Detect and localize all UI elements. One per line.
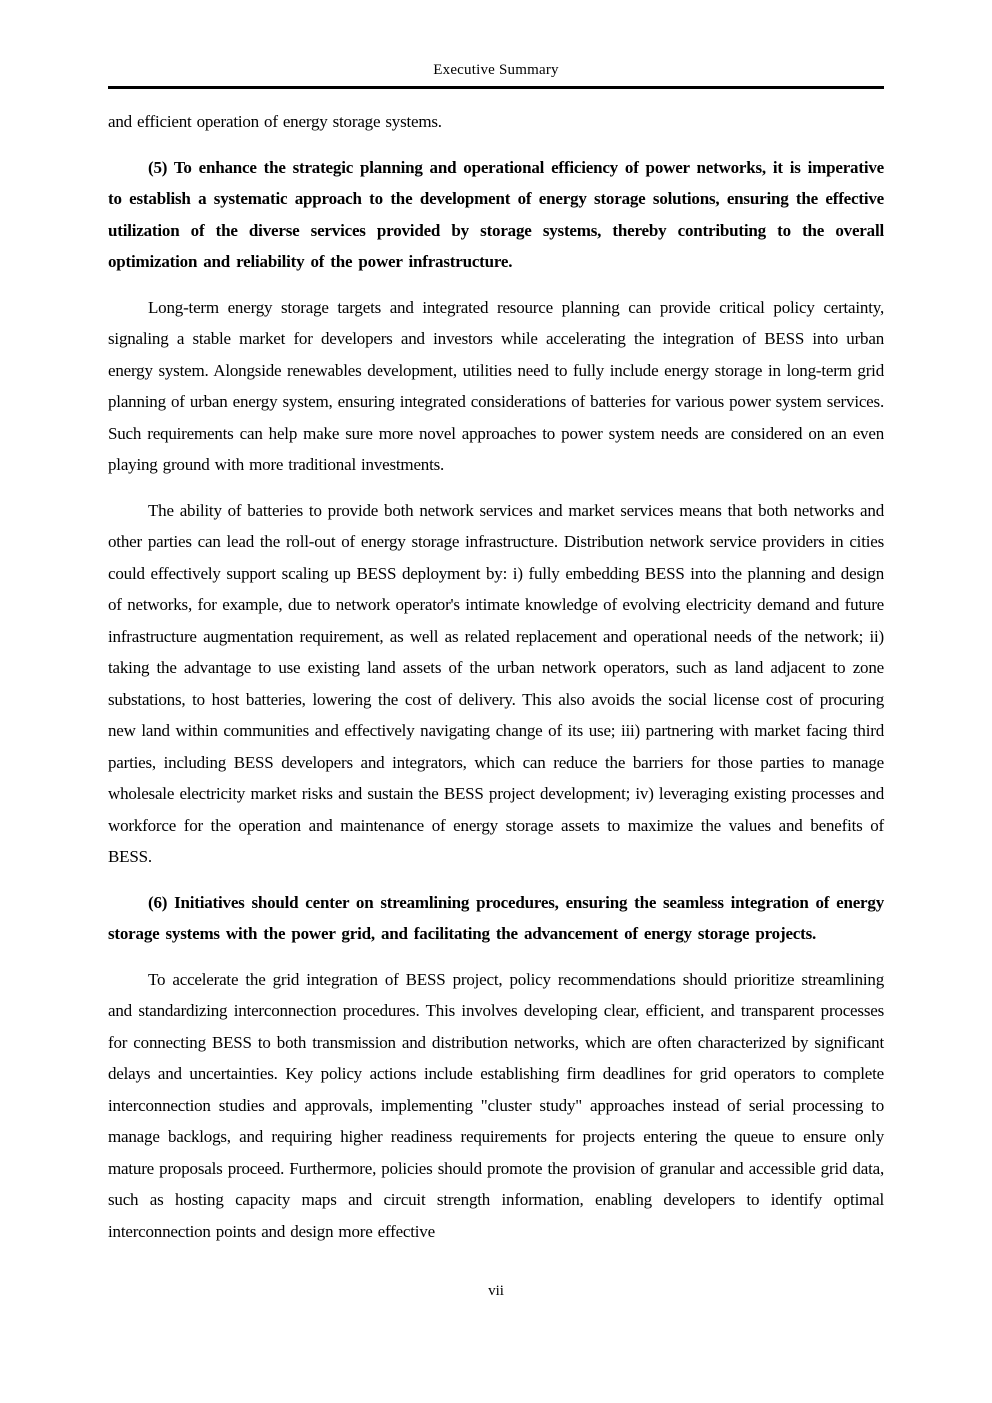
paragraph-continuation: and efficient operation of energy storage systems.: [108, 112, 442, 131]
page-content: [108, 62, 884, 1247]
page-number: vii: [488, 1283, 504, 1299]
page-header: [108, 62, 884, 89]
paragraph-recommendation-6: (6) Initiatives should center on streamlining procedures, ensuring the seamless integration of energy storage systems with the power grid, and facilitating the advancement of energy storage projects.: [108, 892, 884, 943]
running-head-title: Executive Summary: [433, 62, 559, 78]
paragraph-long-term-targets: Long-term energy storage targets and integrated resource planning can provide critical policy certainty, signaling a stable market for developers and investors while accelerating the integration of BESS into urban energy system. Alongside renewables development, utilities need to fully include energy storage in long-term grid planning of urban energy system, ensuring integrated considerations of batteries for various power system services. Such requirements can help make sure more novel approaches to power system needs are considered on an even playing ground with more traditional investments.: [108, 297, 884, 474]
paragraph-recommendation-5: (5) To enhance the strategic planning and operational efficiency of power networks, it is imperative to establish a systematic approach to the development of energy storage solutions, ensuring the effective utilization of the diverse services provided by storage systems, thereby contributing to the overall optimization and reliability of the power infrastructure.: [108, 157, 884, 271]
paragraph-grid-integration: To accelerate the grid integration of BESS project, policy recommendations should prioritize streamlining and standardizing interconnection procedures. This involves developing clear, efficient, and transparent processes for connecting BESS to both transmission and distribution networks, which are often characterized by significant delays and uncertainties. Key policy actions include establishing firm deadlines for grid operators to complete interconnection studies and approvals, implementing "cluster study" approaches instead of serial processing to manage backlogs, and requiring higher readiness requirements for projects entering the queue to ensure only mature proposals proceed. Furthermore, policies should promote the provision of granular and accessible grid data, such as hosting capacity maps and circuit strength information, enabling developers to identify optimal interconnection points and design more effective: [108, 969, 884, 1241]
document-body: [108, 89, 884, 1247]
paragraph-battery-network-services: The ability of batteries to provide both network services and market services means that both networks and other parties can lead the roll-out of energy storage infrastructure. Distribution network service providers in cities could effectively support scaling up BESS deployment by: i) fully embedding BESS into the planning and design of networks, for example, due to network operator's intimate knowledge of evolving electricity demand and future infrastructure augmentation requirement, as well as related replacement and operational needs of the network; ii) taking the advantage to use existing land assets of the urban network operators, such as land adjacent to zone substations, to host batteries, lowering the cost of delivery. This also avoids the social license cost of procuring new land within communities and effectively navigating change of its use; iii) partnering with market facing third parties, including BESS developers and integrators, which can reduce the barriers for those parties to manage wholesale electricity market risks and sustain the BESS project development; iv) leveraging existing processes and workforce for the operation and maintenance of energy storage assets to maximize the values and benefits of BESS.: [108, 500, 884, 866]
page-footer: [0, 1283, 992, 1300]
